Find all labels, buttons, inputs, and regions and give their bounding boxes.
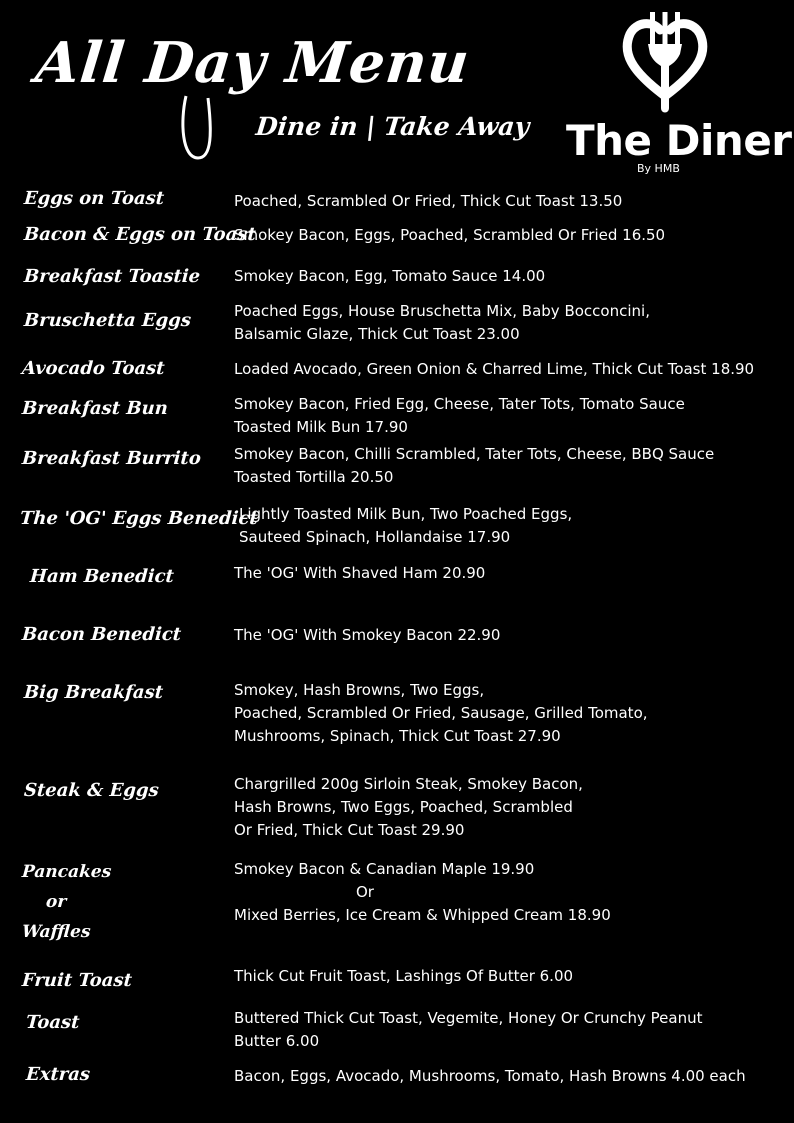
item-description: Buttered Thick Cut Toast, Vegemite, Honey Or Crunchy Peanut Butter 6.00 [234,1009,703,1050]
item-description-alt: Mixed Berries, Ice Cream & Whipped Cream 18.90 [234,906,611,924]
item-description: Smokey Bacon, Fried Egg, Cheese, Tater Tots, Tomato Sauce Toasted Milk Bun 17.90 [234,395,685,436]
item-name: Bacon & Eggs on Toast [23,224,257,245]
item-name: Bacon Benedict [21,624,182,645]
item-description: Poached Eggs, House Bruschetta Mix, Baby Bocconcini, Balsamic Glaze, Thick Cut Toast 23.00 [234,302,650,343]
brand-name: The Diner [566,116,792,165]
item-description: Smokey Bacon, Egg, Tomato Sauce 14.00 [234,267,546,285]
item-description: Bacon, Eggs, Avocado, Mushrooms, Tomato, Hash Browns 4.00 each [234,1067,746,1085]
item-description: Smokey, Hash Browns, Two Eggs, Poached, Scrambled Or Fried, Sausage, Grilled Tomato, Mushrooms, Spinach, Thick Cut Toast 27.90 [234,681,648,745]
item-description: The 'OG' With Smokey Bacon 22.90 [234,626,501,644]
item-or-divider: Or [356,883,374,901]
item-name-or: or [45,892,67,912]
menu-subtitle: Dine in | Take Away [254,112,531,141]
item-description: Lightly Toasted Milk Bun, Two Poached Eggs, Sauteed Spinach, Hollandaise 17.90 [239,505,573,546]
item-name: Steak & Eggs [23,780,160,801]
item-name: Breakfast Bun [21,398,169,419]
item-name: Toast [25,1012,81,1033]
item-name: Eggs on Toast [23,188,165,209]
brand-logo [560,8,792,178]
fork-heart-icon [620,8,710,116]
item-name: Bruschetta Eggs [23,310,192,331]
item-name: Fruit Toast [21,970,133,991]
item-description: Thick Cut Fruit Toast, Lashings Of Butter 6.00 [234,967,574,985]
item-name: Breakfast Toastie [23,266,201,287]
item-name: Avocado Toast [21,358,166,379]
item-name: Pancakes [21,862,112,882]
menu-title: All Day Menu [32,30,473,96]
item-name: The 'OG' Eggs Benedict [19,508,259,529]
item-description: Smokey Bacon, Chilli Scrambled, Tater Tots, Cheese, BBQ Sauce Toasted Tortilla 20.50 [234,445,715,486]
item-description: Chargrilled 200g Sirloin Steak, Smokey Bacon, Hash Browns, Two Eggs, Poached, Scrambled Or Fried, Thick Cut Toast 29.90 [234,775,583,839]
item-description: Loaded Avocado, Green Onion & Charred Lime, Thick Cut Toast 18.90 [234,360,755,378]
brand-byline: By HMB [637,162,680,175]
item-name: Extras [25,1064,91,1085]
item-name-alt: Waffles [21,922,92,942]
item-description: Smokey Bacon & Canadian Maple 19.90 [234,860,535,878]
item-description: Poached, Scrambled Or Fried, Thick Cut Toast 13.50 [234,192,623,210]
item-name: Ham Benedict [29,566,175,587]
item-name: Breakfast Burrito [21,448,202,469]
item-name: Big Breakfast [23,682,164,703]
item-description: Smokey Bacon, Eggs, Poached, Scrambled Or Fried 16.50 [234,226,666,244]
title-flourish [178,92,218,164]
item-description: The 'OG' With Shaved Ham 20.90 [234,564,486,582]
